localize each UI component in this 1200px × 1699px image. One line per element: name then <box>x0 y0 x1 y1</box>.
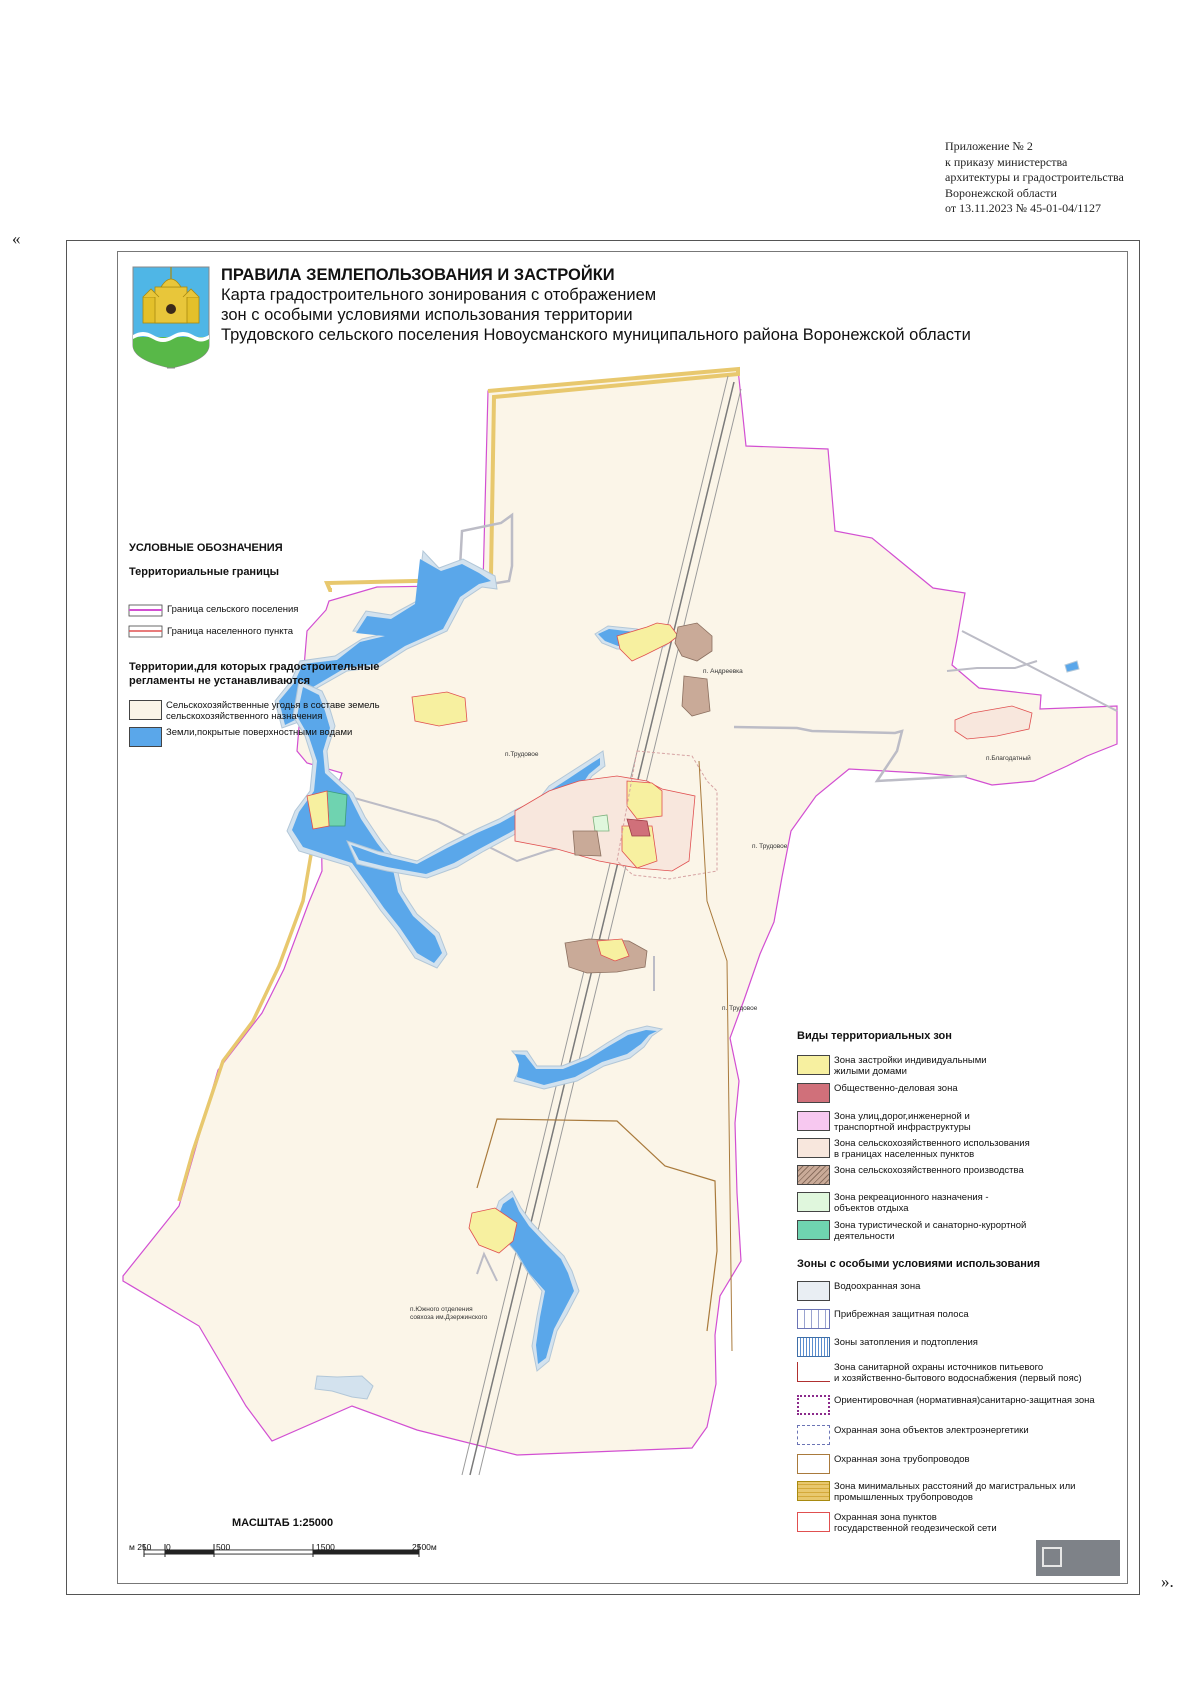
legend-swatch-agri-use <box>797 1138 830 1158</box>
legend-swatch-pipelines <box>797 1454 830 1474</box>
map-title-block <box>221 265 1121 345</box>
scale-bar <box>144 1544 419 1557</box>
place-label-trudovoe-south: п. Трудовое <box>722 1005 758 1012</box>
legend-label-agri-land-2: сельскохозяйственного назначения <box>166 711 323 722</box>
legend-sanitary-protection-zone <box>797 1395 1095 1415</box>
legend-label-residential-1: Зона застройки индивидуальными <box>834 1055 987 1066</box>
annex-line-3: архитектуры и градостроительства <box>945 170 1124 184</box>
org-badge <box>1036 1540 1120 1576</box>
legend-label-flood-zone: Зоны затопления и подтопления <box>834 1337 978 1348</box>
annex-line-4: Воронежской области <box>945 185 1057 200</box>
legend-swatch-agri-land <box>129 700 162 720</box>
zone-tourism <box>327 791 347 826</box>
settlement-territory <box>123 369 1117 1455</box>
zone-andreevka-farm-2 <box>682 676 710 716</box>
scale-label-0: 0 <box>166 1542 171 1552</box>
legend-label-agri-land-1: Сельскохозяйственные угодья в составе земель <box>166 700 380 711</box>
legend-swatch-streets <box>797 1111 830 1131</box>
org-logo-icon <box>1042 1547 1062 1567</box>
legend-zone-recreation <box>797 1192 989 1214</box>
legend-label-residential-2: жилыми домами <box>834 1066 907 1077</box>
place-label-yuzhny-1: п.Южного отделения <box>410 1306 473 1313</box>
legend-zone-residential <box>797 1055 987 1077</box>
scale-label-2500: 2500м <box>412 1542 437 1552</box>
legend-agri-land <box>129 700 380 722</box>
closing-quote: ». <box>1161 1572 1174 1591</box>
legend-swatch-power-lines <box>797 1425 830 1445</box>
legend-label-water-protection: Водоохранная зона <box>834 1281 921 1292</box>
water-east-channel <box>1065 661 1079 672</box>
legend-swatch-water-protection <box>797 1281 830 1301</box>
legend-pipeline-distance <box>797 1481 1075 1503</box>
legend-boundary-swatches <box>129 605 162 637</box>
legend-swatch-geodetic <box>797 1512 830 1532</box>
legend-label-sanitary-protection-2: и хозяйственно-бытового водоснабжения (первый пояс) <box>834 1373 1082 1384</box>
legend-water <box>129 727 352 747</box>
scale-title: МАСШТАБ 1:25000 <box>232 1517 334 1529</box>
legend-label-business: Общественно-деловая зона <box>834 1083 958 1094</box>
annex-line-2: к приказу министерства <box>945 154 1068 169</box>
annex-note <box>945 139 1185 217</box>
place-label-blagodatny: п.Благодатный <box>986 755 1031 762</box>
legend-no-reg-heading-2: регламенты не устанавливаются <box>129 675 311 687</box>
legend-heading: УСЛОВНЫЕ ОБОЗНАЧЕНИЯ <box>129 542 283 554</box>
legend-coastal-strip <box>797 1309 969 1329</box>
legend-label-streets-1: Зона улиц,дорог,инженерной и <box>834 1111 970 1122</box>
map-subtitle-2: зон с особыми условиями использования территории <box>221 306 633 324</box>
legend-swatch-residential <box>797 1055 830 1075</box>
legend-label-agri-production: Зона сельскохозяйственного производства <box>834 1165 1024 1176</box>
legend-zone-agri-use <box>797 1138 1030 1160</box>
legend-settlement-boundary <box>167 604 298 615</box>
legend-label-pipeline-distance-2: промышленных трубопроводов <box>834 1492 973 1503</box>
legend-zone-streets <box>797 1111 971 1133</box>
legend-label-locality-boundary: Граница населенного пункта <box>167 626 294 637</box>
legend-label-sanitary-protection-1: Зона санитарной охраны источников питьевого <box>834 1362 1044 1373</box>
legend-label-water: Земли,покрытые поверхностными водами <box>166 727 353 738</box>
place-label-trudovoe-west: п.Трудовое <box>505 751 539 758</box>
legend-swatch-tourism <box>797 1220 830 1240</box>
legend-label-pipelines: Охранная зона трубопроводов <box>834 1454 970 1465</box>
map-subtitle-1: Карта градостроительного зонирования с отображением <box>221 286 657 304</box>
legend-sanitary-protection <box>797 1362 1082 1384</box>
legend-swatch-agri-production <box>797 1165 830 1185</box>
legend-label-geodetic-1: Охранная зона пунктов <box>834 1512 937 1523</box>
legend-locality-boundary <box>167 626 293 637</box>
place-label-yuzhny-2: совхоза им.Дзержинского <box>410 1314 488 1321</box>
zone-trudovoe-c-recreation <box>593 815 609 831</box>
annex-line-5: от 13.11.2023 № 45-01-04/1127 <box>945 201 1101 215</box>
legend-swatch-business <box>797 1083 830 1103</box>
legend-swatch-coastal-strip <box>797 1309 830 1329</box>
map-subtitle-3: Трудовского сельского поселения Новоусманского муниципального района Воронежской области <box>221 326 971 344</box>
legend-label-tourism-2: деятельности <box>834 1231 895 1242</box>
legend-label-recreation-2: объектов отдыха <box>834 1203 909 1214</box>
zoning-map <box>117 251 1128 1584</box>
legend-flood-zone <box>797 1337 978 1357</box>
legend-zone-tourism <box>797 1220 1026 1242</box>
legend-label-agri-use-2: в границах населенных пунктов <box>834 1149 975 1160</box>
legend-zones-heading: Виды территориальных зон <box>797 1030 952 1042</box>
zone-trudovoe-w-residential <box>412 692 467 726</box>
legend-swatch-sanitary-protection <box>797 1362 830 1382</box>
legend-pipelines <box>797 1454 970 1474</box>
legend-water-protection <box>797 1281 920 1301</box>
legend-label-recreation-1: Зона рекреационного назначения - <box>834 1192 989 1203</box>
scale-label-250: м 250 <box>129 1542 152 1552</box>
legend-swatch-recreation <box>797 1192 830 1212</box>
annex-line-1: Приложение № 2 <box>945 139 1033 153</box>
legend-zone-business <box>797 1083 958 1103</box>
legend-special-heading: Зоны с особыми условиями использования <box>797 1258 1041 1270</box>
legend-geodetic <box>797 1512 997 1534</box>
legend-label-geodetic-2: государственной геодезической сети <box>834 1523 997 1534</box>
legend-label-settlement-boundary: Граница сельского поселения <box>167 604 299 615</box>
coat-of-arms-icon <box>131 265 211 370</box>
legend-no-reg-heading-1: Территории,для которых градостроительные <box>129 661 380 673</box>
place-label-andreevka: п. Андреевка <box>703 668 743 675</box>
legend-label-agri-use-1: Зона сельскохозяйственного использования <box>834 1138 1030 1149</box>
scale-label-1500: 1500 <box>316 1542 335 1552</box>
legend-label-pipeline-distance-1: Зона минимальных расстояний до магистральных или <box>834 1481 1076 1492</box>
legend-boundaries-heading: Территориальные границы <box>129 566 279 578</box>
scale-label-500: 500 <box>216 1542 231 1552</box>
legend-label-power-lines: Охранная зона объектов электроэнергетики <box>834 1425 1029 1436</box>
legend-label-sanitary-protection-zone: Ориентировочная (нормативная)санитарно-защитная зона <box>834 1395 1095 1406</box>
legend-power-lines <box>797 1425 1029 1445</box>
legend-label-streets-2: транспортной инфраструктуры <box>834 1122 971 1133</box>
legend-label-tourism-1: Зона туристической и санаторно-курортной <box>834 1220 1027 1231</box>
map-title: ПРАВИЛА ЗЕМЛЕПОЛЬЗОВАНИЯ И ЗАСТРОЙКИ <box>221 266 615 284</box>
legend-swatch-sanitary-protection-zone <box>797 1395 830 1415</box>
legend-swatch-flood-zone <box>797 1337 830 1357</box>
place-label-trudovoe-center: п. Трудовое <box>752 843 788 850</box>
legend-swatch-water <box>129 727 162 747</box>
legend-swatch-pipeline-distance <box>797 1481 830 1501</box>
legend-label-coastal-strip: Прибрежная защитная полоса <box>834 1309 969 1320</box>
legend-zone-agri-production <box>797 1165 1024 1185</box>
opening-quote: « <box>12 229 21 248</box>
zone-trudovoe-c-farm <box>573 831 601 856</box>
